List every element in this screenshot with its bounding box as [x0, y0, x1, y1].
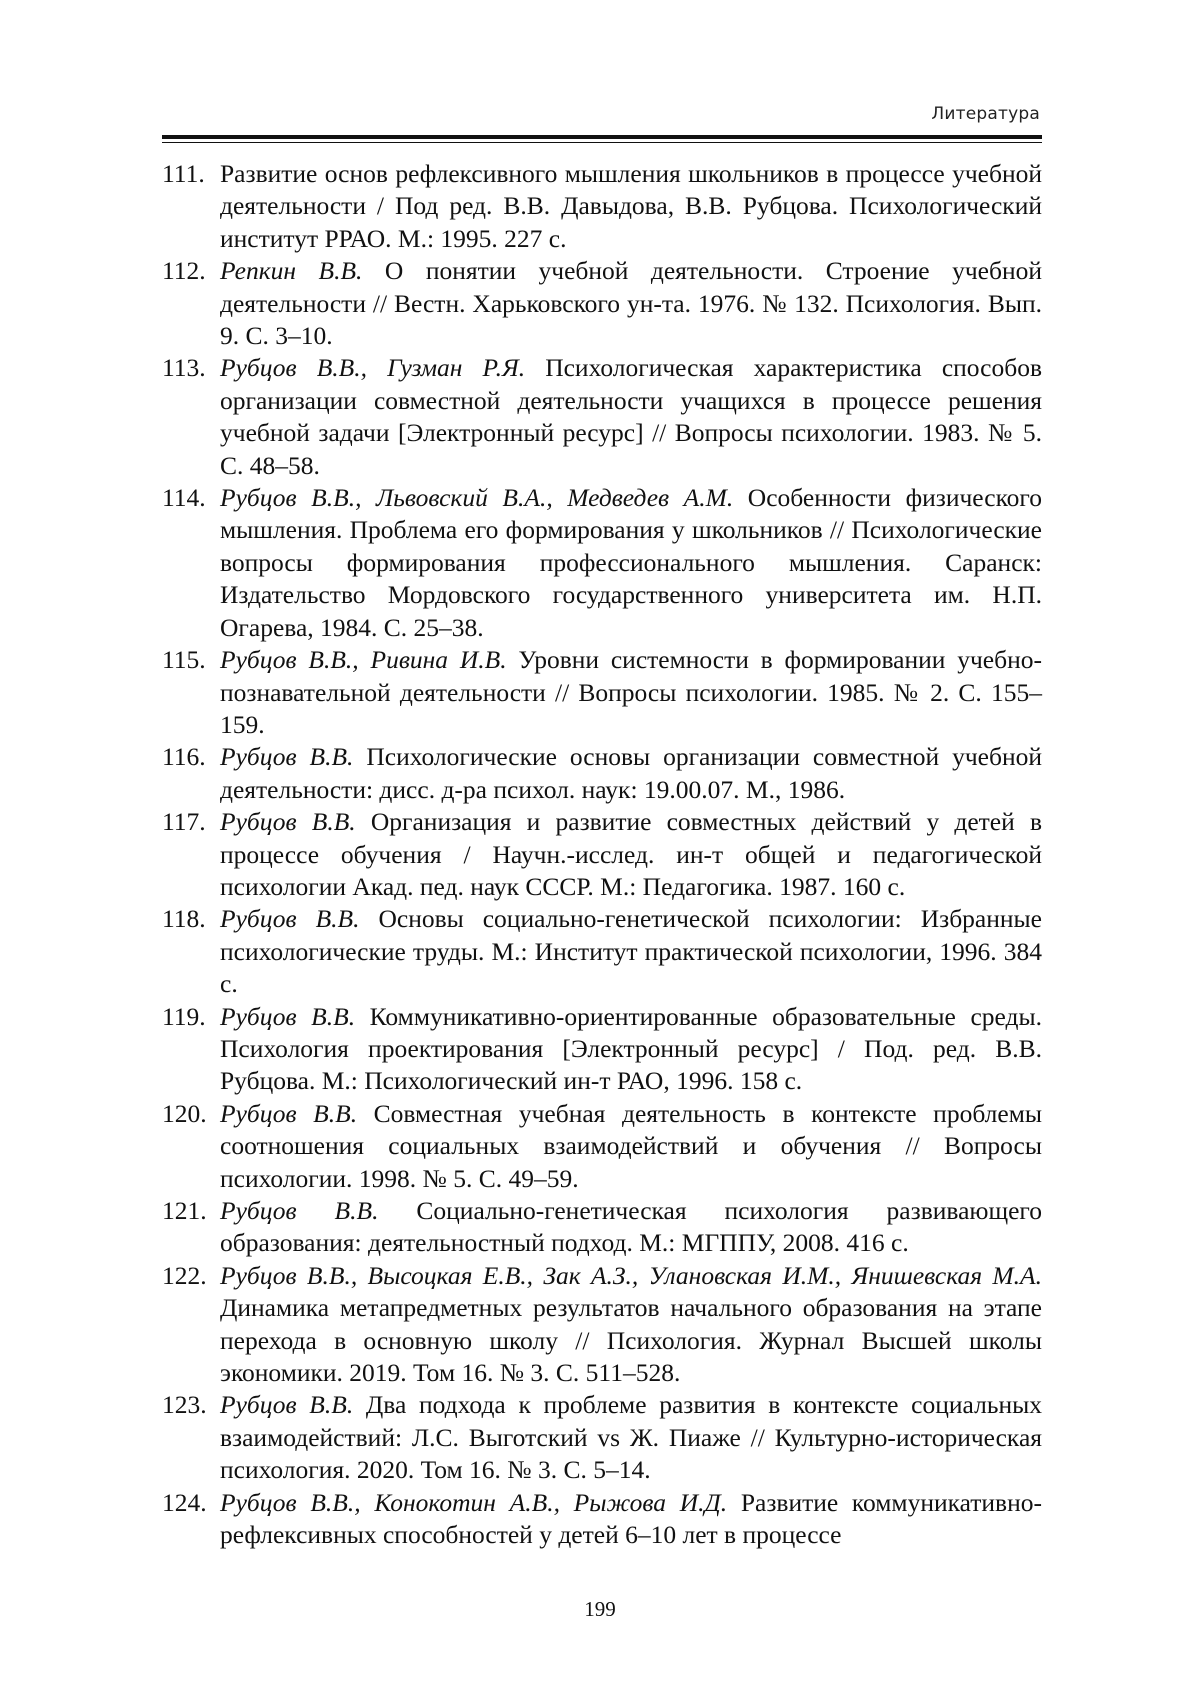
reference-text [220, 255, 1042, 352]
reference-text [220, 1098, 1042, 1195]
reference-text [220, 806, 1042, 903]
reference-body: Динамика метапредметных результатов начального образования на этапе перехода в основную школу // Психология. Журнал Высшей школы экономики. 2019. Том 16. № 3. С. 511–528. [220, 1293, 1042, 1388]
reference-item [162, 255, 1042, 352]
reference-body: Основы социально-генетической психологии: Избранные психологические труды. М.: Институт практической психологии, 1996. 384 с. [220, 904, 1042, 999]
reference-text [220, 1389, 1042, 1486]
reference-item [162, 1487, 1042, 1552]
reference-text [220, 1001, 1042, 1098]
header-rule-thick [162, 135, 1042, 139]
reference-item [162, 1389, 1042, 1486]
reference-body: Психологическая характеристика способов организации совместной деятельности учащихся в процессе решения учебной задачи [Электронный ресурс] // Вопросы психологии. 1983. № 5. С. 48–58. [220, 353, 1043, 480]
reference-list [162, 158, 1042, 1551]
reference-item [162, 903, 1042, 1000]
reference-number: 117. [162, 807, 206, 837]
reference-number: 120. [162, 1098, 207, 1128]
running-head: Литература [931, 104, 1040, 124]
reference-number: 115. [162, 645, 206, 675]
reference-number: 122. [162, 1260, 207, 1290]
reference-author: Рубцов В.В. [220, 1001, 356, 1031]
reference-author: Репкин В.В. [220, 256, 363, 286]
reference-number: 116. [162, 742, 206, 772]
reference-number: 124. [162, 1487, 207, 1517]
reference-item [162, 482, 1042, 644]
reference-author: Рубцов В.В. [220, 1196, 379, 1225]
reference-number: 114. [162, 483, 206, 513]
reference-item [162, 1195, 1042, 1260]
reference-body: Коммуникативно-ориентированные образовательные среды. Психология проектирования [Электронный ресурс] / Под. ред. В.В. Рубцова. М.: Психологический ин-т РАО, 1996. 158 с. [220, 1001, 1042, 1096]
reference-author: Рубцов В.В. [220, 1098, 358, 1128]
reference-number: 123. [162, 1390, 207, 1420]
reference-text [220, 352, 1042, 482]
reference-body: Два подхода к проблеме развития в контексте социальных взаимодействий: Л.С. Выготский vs Ж. Пиаже // Культурно-историческая психология. 2020. Том 16. № 3. С. 5–14. [220, 1390, 1042, 1485]
reference-author: Рубцов В.В. [220, 904, 360, 934]
reference-number: 113. [162, 353, 206, 383]
reference-number: 112. [162, 256, 206, 286]
reference-author: Рубцов В.В., Ривина И.В. [220, 645, 507, 675]
reference-body: Уровни системности в формировании учебно-познавательной деятельности // Вопросы психологии. 1985. № 2. С. 155–159. [220, 645, 1042, 739]
reference-item [162, 806, 1042, 903]
reference-item [162, 1001, 1042, 1098]
reference-number: 118. [162, 904, 206, 934]
reference-body: Совместная учебная деятельность в контексте проблемы соотношения социальных взаимодействий и обучения // Вопросы психологии. 1998. № 5. С. 49–59. [220, 1098, 1042, 1193]
reference-body: Развитие основ рефлексивного мышления школьников в процессе учебной деятельности / Под ред. В.В. Давыдова, В.В. Рубцова. Психологический институт РРАО. М.: 1995. 227 с. [220, 159, 1042, 253]
reference-number: 119. [162, 1001, 206, 1031]
reference-author: Рубцов В.В., Гузман Р.Я. [220, 353, 526, 383]
reference-text [220, 158, 1042, 255]
reference-text [220, 903, 1042, 1000]
header-rule-thin [162, 142, 1042, 143]
reference-author: Рубцов В.В. [220, 742, 354, 772]
reference-author: Рубцов В.В., Высоцкая Е.В., Зак А.З., Улановская И.М., Янишевская М.А. [220, 1260, 1042, 1290]
reference-item [162, 1098, 1042, 1195]
reference-text [220, 482, 1042, 644]
page-number: 199 [584, 1597, 616, 1621]
reference-text [220, 1487, 1042, 1552]
reference-item [162, 741, 1042, 806]
reference-item [162, 644, 1042, 741]
reference-item [162, 158, 1042, 255]
reference-body: Развитие коммуникативно-рефлексивных способностей у детей 6–10 лет в процессе [220, 1487, 1042, 1550]
reference-author: Рубцов В.В. [220, 807, 356, 837]
reference-text [220, 1195, 1042, 1260]
reference-number: 111. [162, 159, 205, 188]
reference-body: Психологические основы организации совместной учебной деятельности: дисс. д-ра психол. наук: 19.00.07. М., 1986. [220, 742, 1042, 804]
reference-author: Рубцов В.В., Львовский В.А., Медведев А.М. [220, 483, 734, 513]
reference-text [220, 1260, 1042, 1390]
reference-text [220, 741, 1042, 806]
reference-author: Рубцов В.В. [220, 1390, 354, 1420]
reference-number: 121. [162, 1196, 207, 1225]
reference-body: О понятии учебной деятельности. Строение учебной деятельности // Вестн. Харьковского ун-та. 1976. № 132. Психология. Вып. 9. С. 3–10. [220, 256, 1042, 351]
reference-item [162, 352, 1042, 482]
reference-body: Социально-генетическая психология развивающего образования: деятельностный подход. М.: МГППУ, 2008. 416 с. [220, 1196, 1042, 1258]
reference-text [220, 644, 1042, 741]
reference-author: Рубцов В.В., Конокотин А.В., Рыжова И.Д. [220, 1487, 728, 1517]
reference-item [162, 1260, 1042, 1390]
reference-body: Организация и развитие совместных действий у детей в процессе обучения / Научн.-исслед. ин-т общей и педагогической психологии Акад. пед. наук СССР. М.: Педагогика. 1987. 160 с. [220, 807, 1042, 901]
reference-body: Особенности физического мышления. Проблема его формирования у школьников // Психологические вопросы формирования профессионального мышления. Саранск: Издательство Мордовского государственного университета им. Н.П. Огарева, 1984. С. 25–38. [220, 483, 1043, 642]
